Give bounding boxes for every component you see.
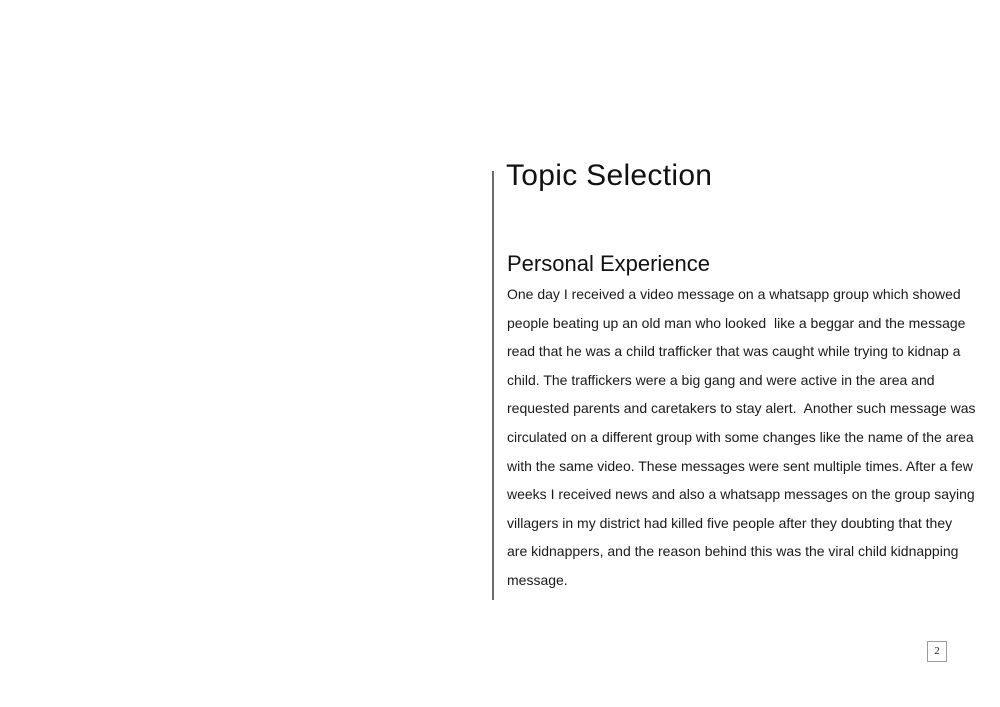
body-line: read that he was a child trafficker that was caught while trying to kidnap a [507,343,961,360]
body-line: message. [507,571,568,588]
body-line: with the same video. These messages were sent multiple times. After a few [507,457,973,474]
body-line: weeks I received news and also a whatsapp messages on the group saying [507,486,975,503]
body-paragraph [507,280,976,595]
body-line: circulated on a different group with some changes like the name of the area [507,428,974,445]
body-line: One day I received a video message on a whatsapp group which showed [507,286,961,302]
vertical-divider [492,171,494,600]
section-heading: Personal Experience [507,251,711,276]
body-line: requested parents and caretakers to stay alert. Another such message was [507,400,976,417]
slide-title: Topic Selection [506,159,713,192]
body-line: child. The traffickers were a big gang and were active in the area and [507,371,935,388]
page-number: 2 [927,641,947,662]
body-line: are kidnappers, and the reason behind this was the viral child kidnapping [507,543,959,560]
body-line: villagers in my district had killed five people after they doubting that they [507,514,953,531]
body-line: people beating up an old man who looked like a beggar and the message [507,314,966,331]
